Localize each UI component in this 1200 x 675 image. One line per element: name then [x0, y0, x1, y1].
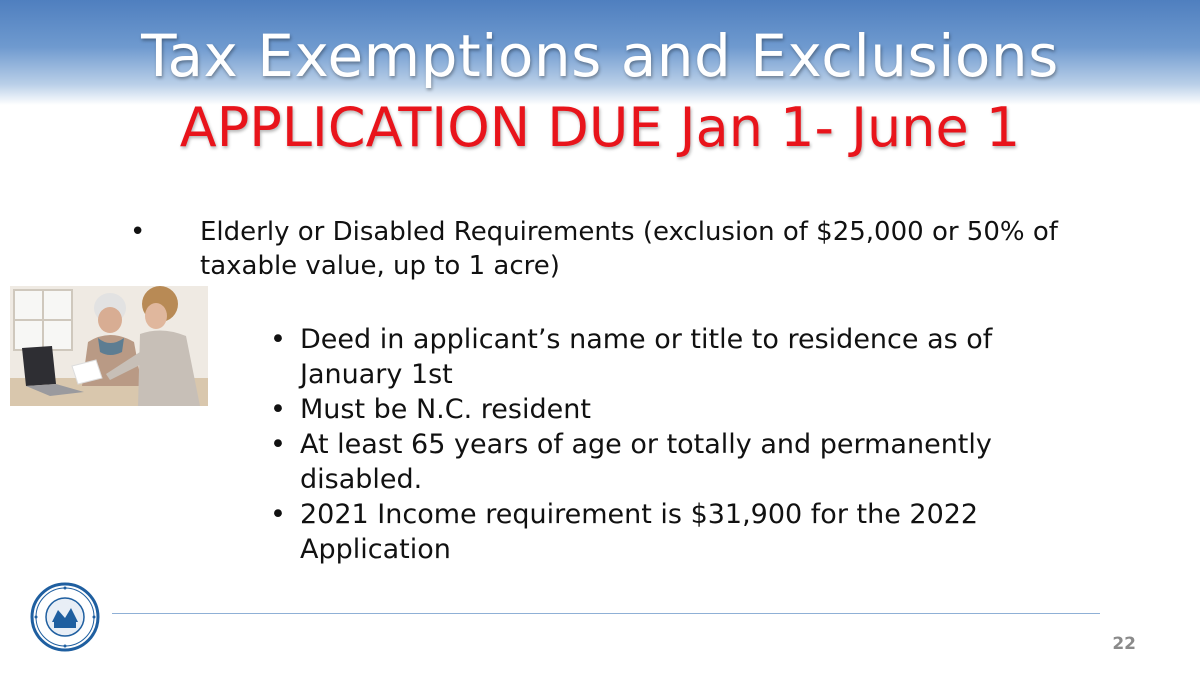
list-item [270, 427, 1070, 497]
main-bullet [130, 215, 1080, 283]
list-item-text: At least 65 years of age or totally and permanently disabled. [300, 429, 992, 495]
requirements-list [270, 322, 1070, 567]
seal-icon [30, 582, 100, 652]
bullet-dot: • [270, 429, 286, 460]
county-seal-logo [30, 582, 100, 652]
photo-illustration [10, 286, 208, 406]
list-item-text: Deed in applicant’s name or title to residence as of January 1st [300, 324, 993, 390]
list-item-text: 2021 Income requirement is $31,900 for the 2022 Application [300, 499, 979, 565]
list-item [270, 322, 1070, 392]
list-item [270, 497, 1070, 567]
photo-elderly-woman-laptop [10, 286, 208, 406]
footer-divider [112, 613, 1100, 614]
bullet-dot: • [270, 394, 286, 425]
bullet-dot: • [130, 217, 146, 247]
slide-subtitle: APPLICATION DUE Jan 1- June 1 [179, 96, 1021, 159]
main-bullet-text: Elderly or Disabled Requirements (exclusion of $25,000 or 50% of taxable value, up to 1 acre) [200, 217, 1058, 281]
list-item-text: Must be N.C. resident [300, 394, 591, 425]
list-item [270, 392, 1070, 427]
bullet-dot: • [270, 324, 286, 355]
slide-title: Tax Exemptions and Exclusions [141, 22, 1059, 90]
page-number: 22 [1112, 634, 1136, 654]
bullet-dot: • [270, 499, 286, 530]
